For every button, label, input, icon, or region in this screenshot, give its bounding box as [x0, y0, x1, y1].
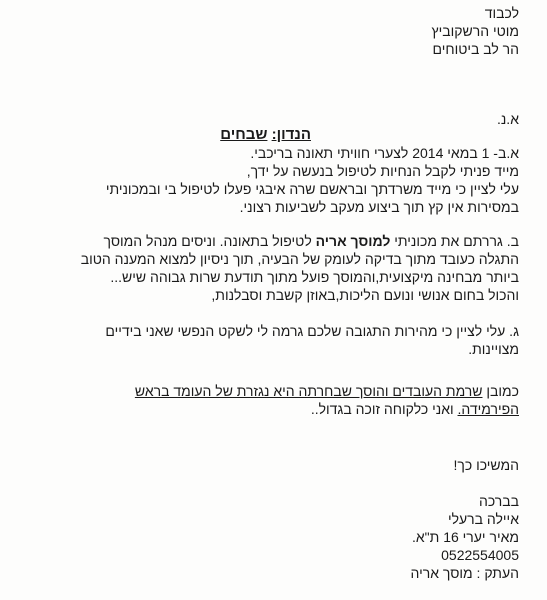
recipient-to: לכבוד	[484, 5, 519, 21]
paragraph-d-line-2-end: ואני כלקוחה זוכה בגדול..	[310, 401, 454, 417]
paragraph-c-line-2: מצויינות.	[468, 341, 519, 357]
paragraph-a-line-4: במסירות אין קץ תוך ביצוע מעקב לשביעות רצוני.	[239, 199, 519, 215]
signature-name: איילה ברעלי	[447, 511, 519, 527]
paragraph-a-line-3: עלי לציין כי מייד משרדתך ובראשם שרה איבגי פעלו לטיפול בי ובמכוניתי	[105, 181, 519, 197]
paragraph-b-line-3: ביותר מבחינה מיקצועית,והמוסך פועל מתוך תודעת שרות גבוהה שיש...	[110, 269, 519, 285]
paragraph-d-line-1	[135, 382, 519, 400]
signature-regards: בברכה	[478, 493, 519, 509]
subject-prefix: הנדון:	[271, 126, 311, 143]
paragraph-b-line-1-start: ב. גררתם את מכוניתי	[394, 233, 519, 249]
paragraph-b-line-4: והכול בחום אנושי ונועם הליכות,באוזן קשבת וסבלנות,	[211, 287, 519, 303]
closing-line: המשיכו כך!	[453, 457, 519, 473]
paragraph-b-line-1-end: לטיפול בתאונה. וניסים מנהל המוסך	[103, 233, 312, 249]
subject-line	[220, 126, 311, 144]
paragraph-a-line-1: א.ב- 1 במאי 2014 לצערי חוויתי תאונה בריכבי.	[250, 145, 519, 161]
paragraph-b-line-1	[104, 232, 520, 250]
paragraph-b-line-2: התגלה כעובד מתוך בדיקה לעומק של הבעיה, תוך ניסיון למצוא המענה הטוב	[80, 251, 519, 267]
paragraph-d-line-1-underlined: שרמת העובדים והוסך שבחרתה היא נגזרת של העומד בראש	[134, 383, 483, 399]
subject-text: שבחים	[220, 126, 268, 143]
signature-copy: העתק : מוסך אריה	[410, 565, 519, 581]
paragraph-c-line-1: ג. עלי לציין כי מהירות התגובה שלכם גרמה לי לשקט הנפשי שאני בידיים	[105, 323, 519, 339]
paragraph-d-line-2	[311, 400, 519, 418]
paragraph-d-line-1-start: כמובן	[486, 383, 519, 399]
paragraph-d-line-2-underlined: הפירמידה.	[457, 401, 519, 417]
garage-name-bold: למוסך אריה	[315, 233, 391, 249]
signature-address: מאיר יערי 16 ת"א.	[411, 529, 519, 545]
recipient-company: הר לב ביטוחים	[432, 41, 519, 57]
signature-phone: 0522554005	[441, 547, 519, 563]
recipient-name: מוטי הרשקוביץ	[431, 23, 519, 39]
paragraph-a-line-2: מייד פניתי לקבל הנחיות לטיפול בנעשה על ידך,	[246, 163, 519, 179]
greeting: א.נ.	[496, 111, 519, 127]
